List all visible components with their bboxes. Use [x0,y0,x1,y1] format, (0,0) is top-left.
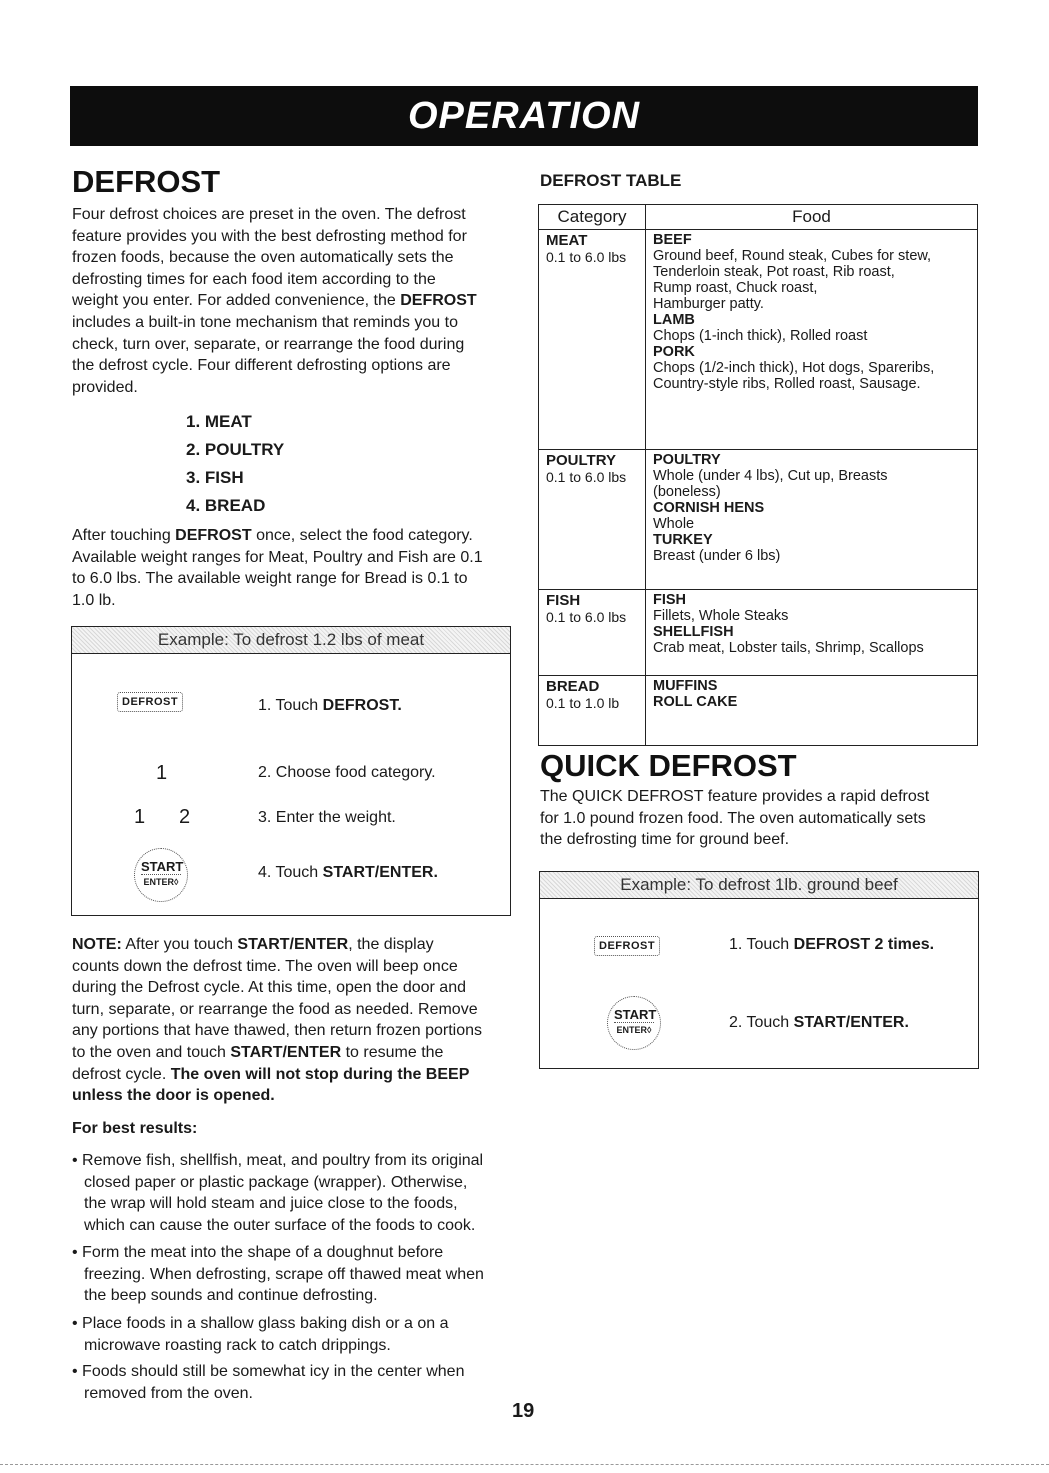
bullet-item: • Foods should still be somewhat icy in the center when removed from the oven. [72,1363,465,1402]
option-bread: 4. BREAD [186,496,266,515]
example-box-ground-beef [539,871,979,1069]
step-1: 1. Touch DEFROST. [258,697,402,714]
defrost-after-text: After touching DEFROST once, select the food category. Available weight ranges for Meat, Poultry and Fish are 0.1 to 6.0 lbs. The available weight range for Bread is 0.1 to 1.0 lb. [72,527,483,609]
defrost-key-icon: DEFROST [117,692,183,712]
defrost-key-icon: DEFROST [594,936,660,956]
number-key-1: 1 [156,762,168,784]
example-header: Example: To defrost 1.2 lbs of meat [72,627,510,654]
table-row: POULTRY 0.1 to 6.0 lbs POULTRY Whole (under 4 lbs), Cut up, Breasts (boneless) CORNISH HENS Whole TURKEY Breast (under 6 lbs) [539,450,978,590]
number-key-1: 1 [134,806,146,828]
table-row: FISH 0.1 to 6.0 lbs FISH Fillets, Whole Steaks SHELLFISH Crab meat, Lobster tails, Shrimp, Scallops [539,590,978,676]
option-meat: 1. MEAT [186,412,252,431]
quick-defrost-heading: QUICK DEFROST [540,748,797,783]
start-enter-key-icon: START ENTER◊ [134,848,188,902]
bullet-item: • Place foods in a shallow glass baking dish or a on a microwave roasting rack to catch drippings. [72,1315,449,1354]
step-3: 3. Enter the weight. [258,809,396,826]
option-poultry: 2. POULTRY [186,440,285,459]
best-results-heading: For best results: [72,1120,198,1137]
defrost-table [538,204,978,746]
table-row: BREAD 0.1 to 1.0 lb MUFFINS ROLL CAKE [539,676,978,746]
number-key-2: 2 [179,806,191,828]
step-2: 2. Touch START/ENTER. [729,1014,909,1031]
note-paragraph: NOTE: After you touch START/ENTER, the display counts down the defrost time. The oven will beep once during the Defrost cycle. At this time, open the door and turn, separate, or rearrange the food as needed. Remove any portions that have thawed, then return frozen portions to the oven and touch START/ENTER to resume the defrost cycle. The oven will not stop during the BEEP unless the door is opened. [72,936,483,1105]
column-header-category: Category [539,205,646,230]
defrost-heading: DEFROST [72,164,221,199]
column-header-food: Food [646,205,978,230]
step-2: 2. Choose food category. [258,764,436,781]
step-4: 4. Touch START/ENTER. [258,864,438,881]
option-fish: 3. FISH [186,468,244,487]
defrost-table-title: DEFROST TABLE [540,171,682,190]
page-number: 19 [512,1400,535,1422]
page-divider [0,1464,1049,1465]
start-enter-key-icon: START ENTER◊ [607,996,661,1050]
step-1: 1. Touch DEFROST 2 times. [729,936,935,953]
defrost-intro: Four defrost choices are preset in the oven. The defrost feature provides you with the best defrosting method for frozen foods, because the oven automatically sets the defrosting times for each food item according to the weight you enter. For added convenience, the DEFROST includes a built-in tone mechanism that reminds you to check, turn over, separate, or rearrange the food during the defrost cycle. Four different defrosting options are provided. [72,206,477,396]
example-header: Example: To defrost 1lb. ground beef [540,872,978,899]
table-row: MEAT 0.1 to 6.0 lbs BEEF Ground beef, Round steak, Cubes for stew, Tenderloin steak, Pot roast, Rib roast, Rump roast, Chuck roast, Hamburger patty. LAMB Chops (1-inch thick), Rolled roast PORK Chops (1/2-inch thick), Hot dogs, Spareribs, Country-style ribs, Rolled roast, Sausage. [539,230,978,450]
quick-defrost-text: The QUICK DEFROST feature provides a rapid defrost for 1.0 pound frozen food. The oven automatically sets the defrosting time for ground beef. [540,788,930,849]
bullet-item: • Remove fish, shellfish, meat, and poultry from its original closed paper or plastic package (wrapper). Otherwise, the wrap will hold steam and juice close to the foods, which can cause the outer surface of the foods to cook. [72,1152,484,1234]
bullet-item: • Form the meat into the shape of a doughnut before freezing. When defrosting, scrape off thawed meat when the beep sounds and continue defrosting. [72,1244,484,1305]
section-banner: OPERATION [70,86,978,146]
defrost-options-list [186,408,284,520]
